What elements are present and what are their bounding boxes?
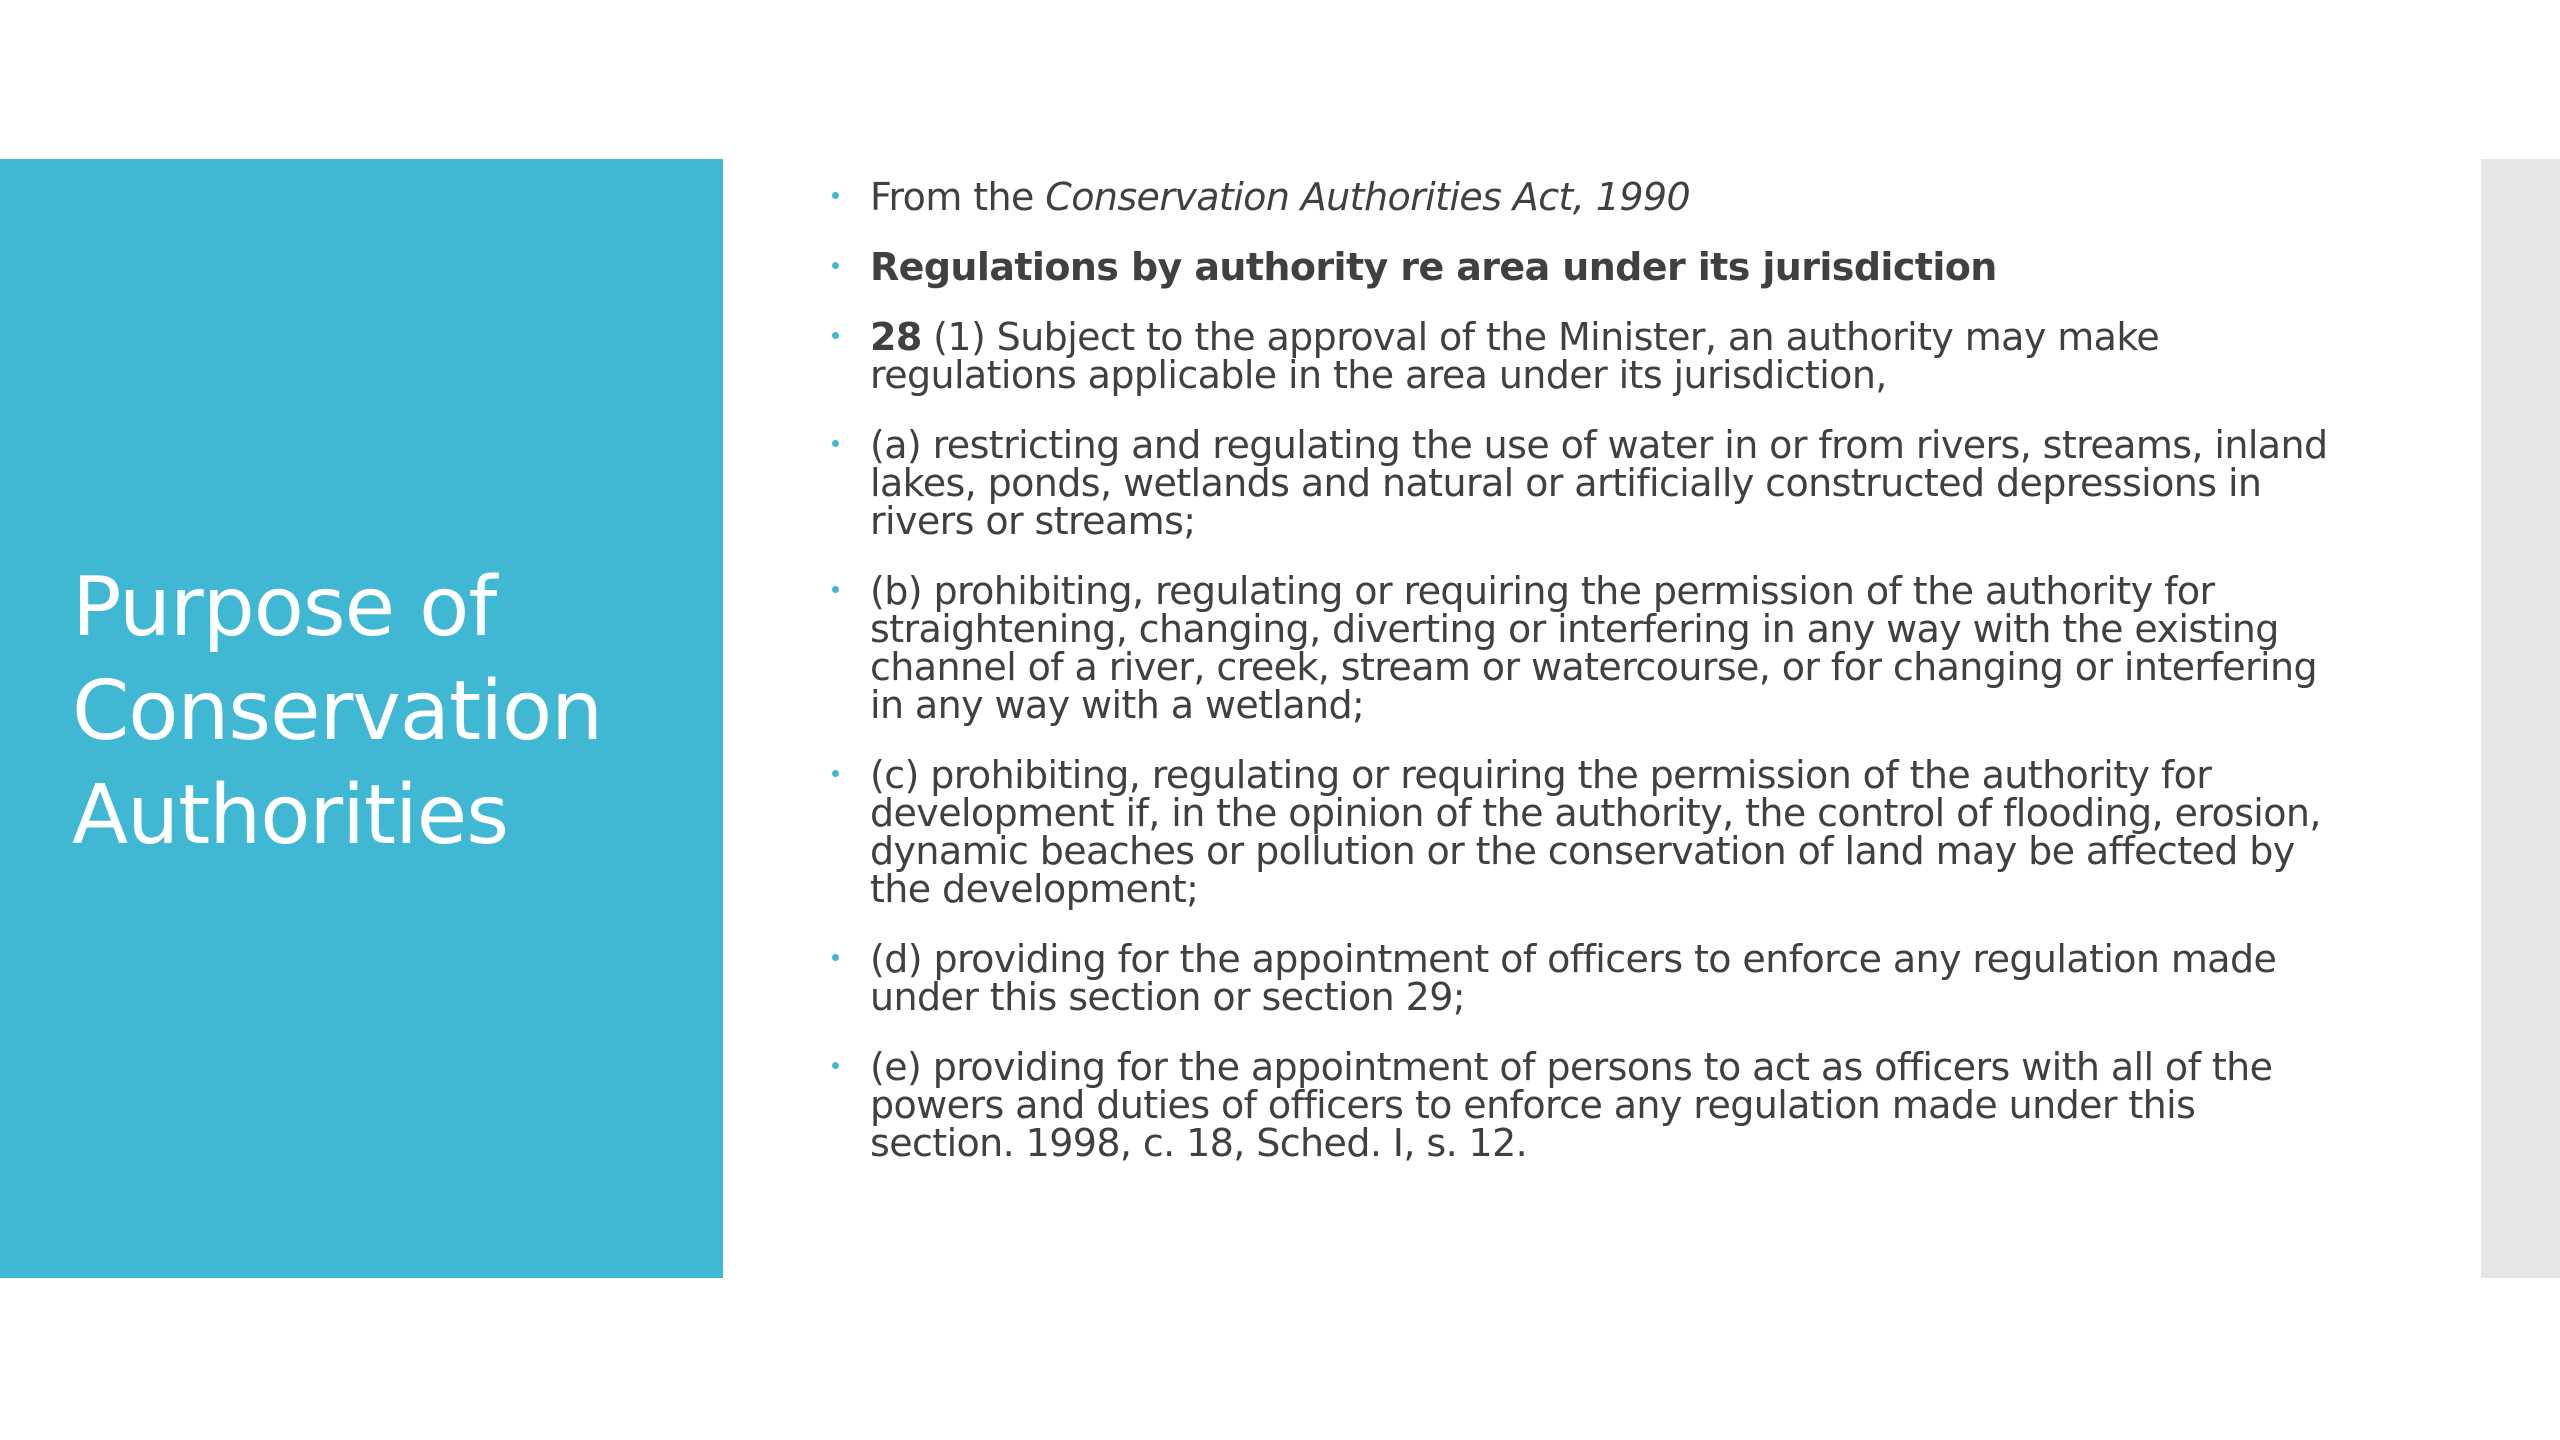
bullet-item-clause-c <box>826 753 2346 911</box>
bullet-item-clause-d <box>826 937 2346 1019</box>
bullet-item-clause-e <box>826 1045 2346 1165</box>
bullet-source-prefix: From the <box>870 175 1046 219</box>
act-name: Conservation Authorities Act, 1990 <box>1045 175 1691 219</box>
side-panel <box>2481 159 2560 1278</box>
bullet-icon <box>832 440 839 447</box>
bullet-icon <box>832 770 839 777</box>
bullet-icon <box>832 192 839 199</box>
bullet-item-clause-a <box>826 423 2346 543</box>
slide-title: Purpose of Conservation Authorities <box>72 560 603 863</box>
bullet-icon <box>832 262 839 269</box>
clause-text: (b) prohibiting, regulating or requiring the permission of the authority for straightening, changing, diverting or interfering in any way with the existing channel of a river, creek, stream or watercourse, or for changing or interfering in any way with a wetland; <box>870 569 2317 727</box>
bullet-item-section-28 <box>826 315 2346 397</box>
bullet-item-clause-b <box>826 569 2346 727</box>
clause-text: (d) providing for the appointment of officers to enforce any regulation made under this section or section 29; <box>870 937 2277 1019</box>
regulation-heading: Regulations by authority re area under its jurisdiction <box>870 245 1997 289</box>
section-number: 28 <box>870 315 922 359</box>
bullet-icon <box>832 1062 839 1069</box>
bullet-item-source <box>826 175 2346 219</box>
bullet-icon <box>832 954 839 961</box>
clause-text: (c) prohibiting, regulating or requiring the permission of the authority for development if, in the opinion of the authority, the control of flooding, erosion, dynamic beaches or pollution or the conservation of land may be affected by the development; <box>870 753 2321 911</box>
content-bullet-list <box>826 175 2346 1194</box>
bullet-item-heading <box>826 245 2346 289</box>
section-text: (1) Subject to the approval of the Minister, an authority may make regulations applicable in the area under its jurisdiction, <box>870 315 2160 397</box>
clause-text: (e) providing for the appointment of persons to act as officers with all of the powers and duties of officers to enforce any regulation made under this section. 1998, c. 18, Sched. I, s. 12. <box>870 1045 2273 1165</box>
bullet-icon <box>832 332 839 339</box>
bullet-icon <box>832 586 839 593</box>
clause-text: (a) restricting and regulating the use of water in or from rivers, streams, inland lakes, ponds, wetlands and natural or artificially constructed depressions in rivers or streams; <box>870 423 2328 543</box>
